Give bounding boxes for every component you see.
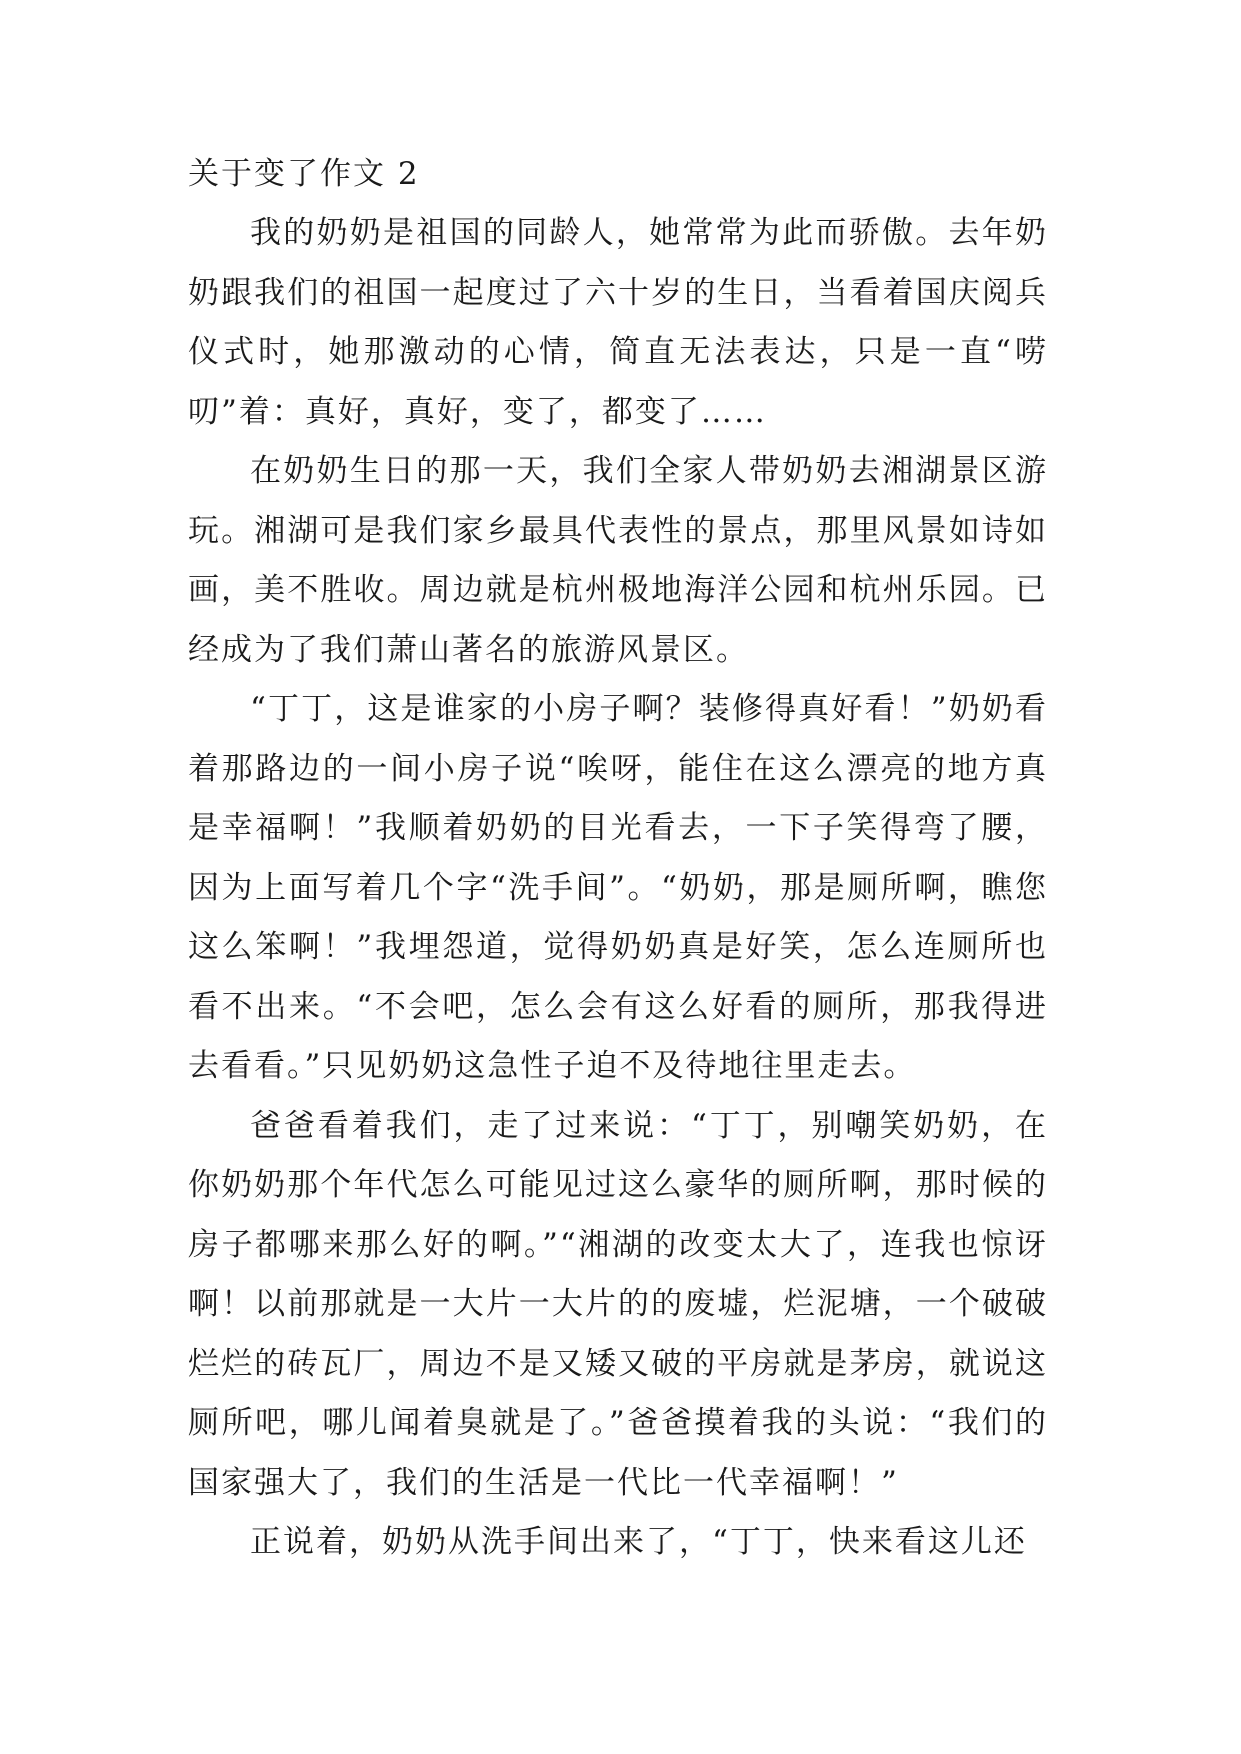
document-page (188, 155, 1048, 1573)
paragraph-5: 正说着，奶奶从洗手间出来了，“丁丁，快来看这儿还 (250, 1524, 1027, 1560)
paragraph-1: 我的奶奶是祖国的同龄人，她常常为此而骄傲。去年奶奶跟我们的祖国一起度过了六十岁的生日，当看着国庆阅兵仪式时，她那激动的心情，简直无法表达，只是一直“唠叨”着：真好，真好，变了，都变了…… (188, 215, 1048, 430)
document-title: 关于变了作文 2 (188, 156, 420, 192)
paragraph-3: “丁丁，这是谁家的小房子啊？装修得真好看！”奶奶看着那路边的一间小房子说“唉呀，能住在这么漂亮的地方真是幸福啊！”我顺着奶奶的目光看去，一下子笑得弯了腰，因为上面写着几个字“洗手间”。“奶奶，那是厕所啊，瞧您这么笨啊！”我埋怨道，觉得奶奶真是好笑，怎么连厕所也看不出来。“不会吧，怎么会有这么好看的厕所，那我得进去看看。”只见奶奶这急性子迫不及待地往里走去。 (188, 691, 1048, 1084)
paragraph-4: 爸爸看着我们，走了过来说：“丁丁，别嘲笑奶奶，在你奶奶那个年代怎么可能见过这么豪华的厕所啊，那时候的房子都哪来那么好的啊。”“湘湖的改变太大了，连我也惊讶啊！以前那就是一大片一大片的的废墟，烂泥塘，一个破破烂烂的砖瓦厂，周边不是又矮又破的平房就是茅房，就说这厕所吧，哪儿闻着臭就是了。”爸爸摸着我的头说：“我们的国家强大了，我们的生活是一代比一代幸福啊！” (188, 1107, 1048, 1501)
paragraph-2: 在奶奶生日的那一天，我们全家人带奶奶去湘湖景区游玩。湘湖可是我们家乡最具代表性的景点，那里风景如诗如画，美不胜收。周边就是杭州极地海洋公园和杭州乐园。已经成为了我们萧山著名的旅游风景区。 (188, 453, 1048, 668)
